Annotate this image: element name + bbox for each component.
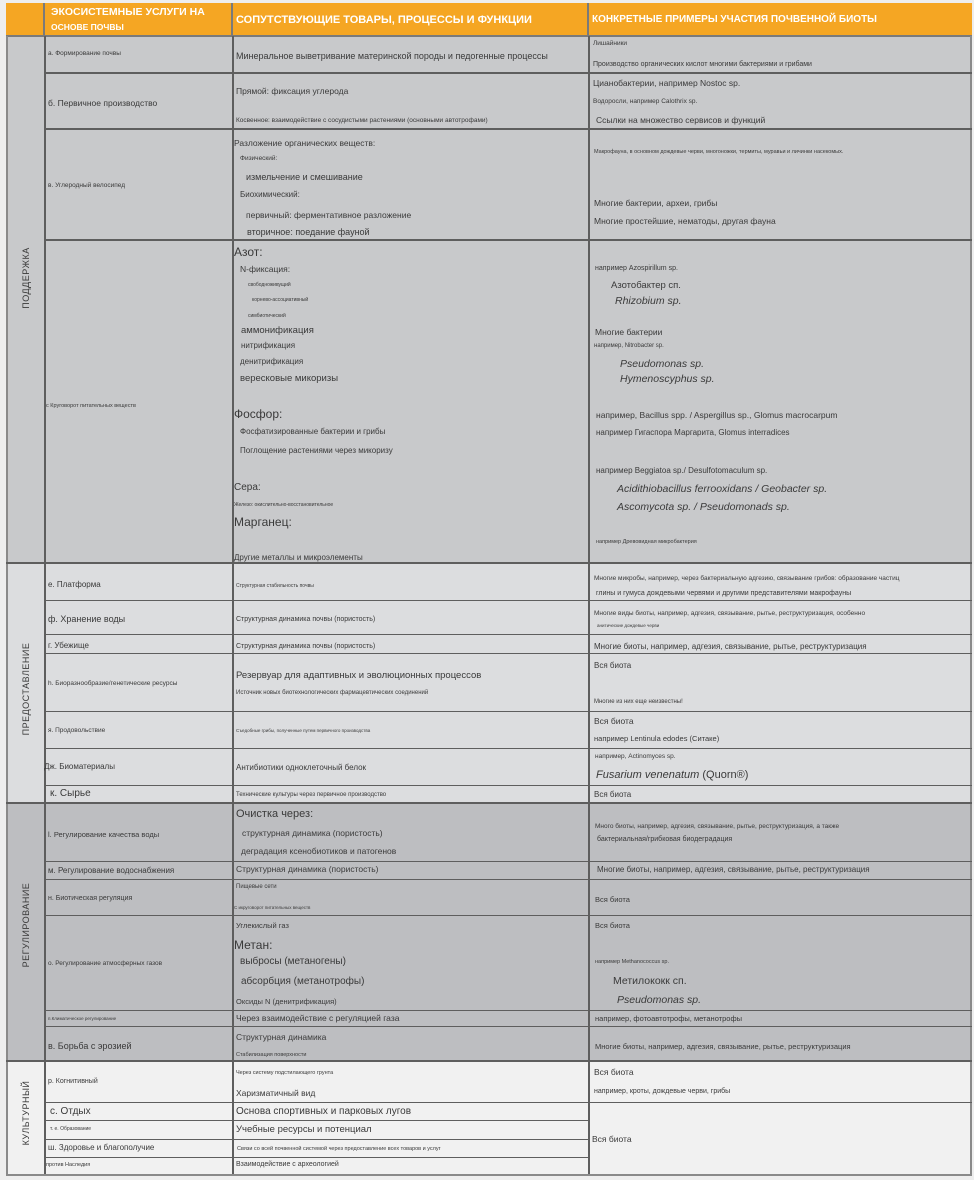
row-sep [44,634,972,635]
process-text: структурная динамика (пористость) [242,828,383,838]
process-phosphorus-heading: Фосфор: [234,407,283,421]
example-text: Многие микробы, например, через бактериальную адгезию, связывание грибов: образование частиц [594,575,900,582]
row-sep [44,653,972,654]
process-text: измельчение и смешивание [246,172,363,182]
row-sep [44,785,972,786]
separator-provision [6,562,972,564]
row-sep [44,1010,972,1011]
service-food: я. Продовольствие [48,727,106,734]
example-text: например, Bacillus spp. / Aspergillus sp., Glomus macrocarpum [596,410,838,420]
example-text: Многие простейшие, нематоды, другая фауна [594,216,776,226]
process-text: Технические культуры через первичное производство [236,792,387,798]
cultural-section-bg [6,1061,972,1176]
row-sep [44,72,972,74]
process-text: Разложение органических веществ: [234,138,376,148]
example-text: например Beggiatoa sp./ Desulfotomaculum sp. [596,466,768,475]
regulation-section-bg [6,803,972,1061]
process-text: Структурная динамика почвы (пористость) [236,643,376,650]
example-text: Макрофауна, в основном дождевые черви, многоножки, термиты, муравьи и личинки насекомых. [594,149,844,155]
process-text: Структурная динамика [236,1032,327,1042]
process-text: Биохимический: [240,190,300,199]
service-carbon-cycle: в. Углеродный велосипед [48,182,126,189]
section-label-cultural: КУЛЬТУРНЫЙ [21,1080,31,1146]
example-text: например Methanococcus sp. [595,959,670,965]
row-sep [44,879,972,880]
ecosystem-services-table [6,3,972,1176]
service-biomaterials: Дж. Биоматериалы [44,762,115,771]
header-blank [6,3,45,37]
row-sep [44,915,972,916]
divider-service-col [232,36,234,1176]
process-text: Физический: [240,155,278,162]
example-text: Вся биота [594,1067,634,1077]
header-processes-text: СОПУТСТВУЮЩИЕ ТОВАРЫ, ПРОЦЕССЫ И ФУНКЦИИ [236,14,532,26]
process-text: Оксиды N (денитрификация) [236,997,337,1006]
process-text: Структурная динамика (пористость) [236,864,379,874]
process-text: Минеральное выветривание материнской породы и педогенные процессы [236,51,548,61]
process-text: Взаимодействие с археологией [236,1161,339,1168]
service-water-storage: ф. Хранение воды [48,614,126,624]
example-text: Rhizobium sp. [615,295,682,307]
process-text: Структурная стабильность почвы [236,583,314,589]
row-sep [44,861,972,862]
process-text: корнево-ассоциативный [252,297,309,303]
example-fusarium: Fusarium venenatum [596,769,700,781]
example-text: Вся биота [595,895,630,904]
process-text: денитрификация [240,357,304,366]
process-text: Съедобные грибы, полученные путем первичного производства [236,728,371,733]
example-text: например Древовидная микробактерия [596,539,697,545]
header-services-line2: ОСНОВЕ ПОЧВЫ [51,22,124,32]
example-quorn-brand: (Quorn®) [702,769,749,781]
process-text: симбиотический [248,313,286,319]
process-text: N-фиксация: [240,264,291,274]
process-nitrogen-heading: Азот: [234,245,263,259]
process-text: Поглощение растениями через микоризу [240,446,393,455]
process-text: Через взаимодействие с регуляцией газа [236,1013,400,1023]
process-methane-heading: Метан: [234,938,273,952]
service-biodiversity: h. Биоразнообразие/генетические ресурсы [48,680,178,687]
example-text: Вся биота [595,921,630,930]
example-text: например Гигаспора Маргарита, Glomus interradices [596,428,790,437]
example-text: Лишайники [593,40,628,47]
process-text: Стабилизация поверхности [236,1052,307,1058]
process-text: вторичное: поедание фауной [247,227,370,237]
service-recreation: с. Отдых [50,1106,91,1117]
service-erosion-control: в. Борьба с эрозией [48,1041,132,1051]
example-text: Pseudomonas sp. [617,994,702,1006]
example-text: Многие биоты, например, адгезия, связывание, рытье, реструктуризация [597,865,870,874]
process-text: Антибиотики одноклеточный белок [236,763,367,772]
service-water-supply: м. Регулирование водоснабжения [48,866,175,875]
separator-regulation [6,802,972,804]
process-text: Резервуар для адаптивных и эволюционных процессов [236,670,482,681]
service-heritage: против Наследия [46,1162,91,1168]
example-text: например Lentinula edodes (Ситаке) [594,734,720,743]
example-text: Hymenoscyphus sp. [620,373,715,385]
process-text: аммонификация [241,325,314,336]
row-sep [44,600,972,601]
example-text: Азотобактер сп. [611,280,681,291]
example-text: Метилококк сп. [613,975,687,987]
service-primary-production: б. Первичное производство [48,98,158,108]
divider-section-col [44,36,46,1176]
process-text: Фосфатизированные бактерии и грибы [240,427,386,436]
header-col-services [45,3,233,37]
service-soil-formation: а. Формирование почвы [48,50,121,57]
service-cognitive: р. Когнитивный [48,1078,98,1085]
service-platform: е. Платформа [48,580,101,589]
header-services-line1: ЭКОСИСТЕМНЫЕ УСЛУГИ НА [51,6,205,18]
process-text: Другие металлы и микроэлементы [234,553,363,562]
outer-left-border [6,36,8,1176]
row-sep [44,1139,588,1140]
example-text: Вся биота [594,716,634,726]
example-text: Ascomycota sp. / Pseudomonads sp. [617,501,790,513]
example-text: Цианобактерии, например Nostoc sp. [593,78,741,88]
example-text: глины и гумуса дождевыми червями и другими представителями макрофауны [596,590,852,597]
row-sep [44,748,972,749]
service-water-quality: l. Регулирование качества воды [48,830,160,839]
example-text: анитические дождевые черви [597,623,660,628]
row-sep [44,1102,972,1103]
process-text: Связи со всей почвенной системой через предоставление всех товаров и услуг [237,1146,441,1152]
service-atmospheric-gases: о. Регулирование атмосферных газов [48,960,163,967]
row-sep [44,711,972,712]
example-quorn [596,769,748,781]
process-text: первичный: ферментативное разложение [246,210,412,220]
process-text: деградация ксенобиотиков и патогенов [241,846,397,856]
service-biotic-regulation: н. Биотическая регуляция [48,895,133,902]
example-text: Многие из них еще неизвестны! [594,699,683,705]
process-manganese-heading: Марганец: [234,515,292,529]
process-text: Углекислый газ [236,921,289,930]
process-text: Основа спортивных и парковых лугов [236,1106,412,1117]
process-text: вересковые микоризы [240,373,339,384]
example-cultural-all-biota: Вся биота [592,1134,632,1144]
process-text: выбросы (метаногены) [240,956,346,967]
example-text: Многие бактерии, археи, грибы [594,198,718,208]
example-text: например Azospirillum sp. [595,265,678,272]
example-text: например, фотоавтотрофы, метанотрофы [595,1014,743,1023]
service-shelter: г. Убежище [48,641,89,650]
example-text: Ссылки на множество сервисов и функций [596,115,766,125]
example-text: Производство органических кислот многими бактериями и грибами [593,61,812,68]
example-text: например, кроты, дождевые черви, грибы [594,1088,731,1095]
service-nutrient-cycle: с Круговорот питательных веществ [46,403,136,409]
example-text: Водоросли, например Calothrix sp. [593,98,698,105]
process-text: Железо: окислительно-восстановительное [234,502,334,508]
process-text: С икруговорот питательных веществ [234,905,311,910]
example-text: Многие виды биоты, например, адгезия, связывание, рытье, реструктуризация, особенно [594,610,866,617]
example-text: Многие биоты, например, адгезия, связывание, рытье, реструктуризация [594,642,867,651]
example-text: Многие биоты, например, адгезия, связывание, рытье, реструктуризация [595,1042,851,1051]
example-text: например, Actinomyces sp. [595,753,676,760]
process-sulfur-heading: Сера: [234,482,261,493]
example-text: Вся биота [594,661,632,670]
process-text: Структурная динамика почвы (пористость) [236,616,376,623]
row-sep [44,1120,588,1121]
process-text: Через систему подстилающего грунта [236,1070,334,1076]
row-sep [44,1157,588,1158]
row-sep [44,239,972,241]
outer-right-border [970,36,972,1176]
separator-cultural [6,1060,972,1062]
section-label-provision: ПРЕДОСТАВЛЕНИЕ [21,642,31,736]
divider-process-col [588,36,590,1176]
process-text: Харизматичный вид [236,1088,316,1098]
header-col-examples [589,3,972,37]
header-examples-text: КОНКРЕТНЫЕ ПРИМЕРЫ УЧАСТИЯ ПОЧВЕННОЙ БИОТЫ [592,14,877,25]
example-text: бактериальная/грибковая биодеградация [597,836,733,843]
example-text: Pseudomonas sp. [620,358,705,370]
process-text: абсорбция (метанотрофы) [241,976,365,987]
example-text: Многие бактерии [595,327,663,337]
section-label-regulation: РЕГУЛИРОВАНИЕ [21,882,31,968]
service-education: т. е. Образование [50,1126,92,1132]
header-col-processes [233,3,589,37]
process-text: Учебные ресурсы и потенциал [236,1124,372,1135]
example-text: Acidithiobacillus ferrooxidans / Geobacter sp. [617,483,828,495]
section-label-support: ПОДДЕРЖКА [21,247,31,309]
example-text: Много биоты, например, адгезия, связывание, рытье, реструктуризация, а также [595,823,840,830]
service-climate-regulation: п.Климатическое регулирование [48,1016,117,1021]
process-text: Пищевые сети [236,884,277,890]
example-text: например, Nitrobacter sp. [594,343,664,349]
bottom-border [6,1174,972,1176]
example-text: Вся биота [594,790,632,799]
row-sep [44,1026,972,1027]
process-text: Источник новых биотехнологических фармацевтических соединений [236,690,429,696]
row-sep [44,128,972,130]
process-text: свободноживущий [248,282,291,288]
service-health: ш. Здоровье и благополучие [48,1143,155,1152]
process-text: нитрификация [241,341,296,350]
service-raw-materials: к. Сырье [50,788,91,799]
process-text: Прямой: фиксация углерода [236,86,349,96]
process-text: Очистка через: [236,808,314,820]
process-text: Косвенное: взаимодействие с сосудистыми растениями (основными автотрофами) [236,117,488,124]
